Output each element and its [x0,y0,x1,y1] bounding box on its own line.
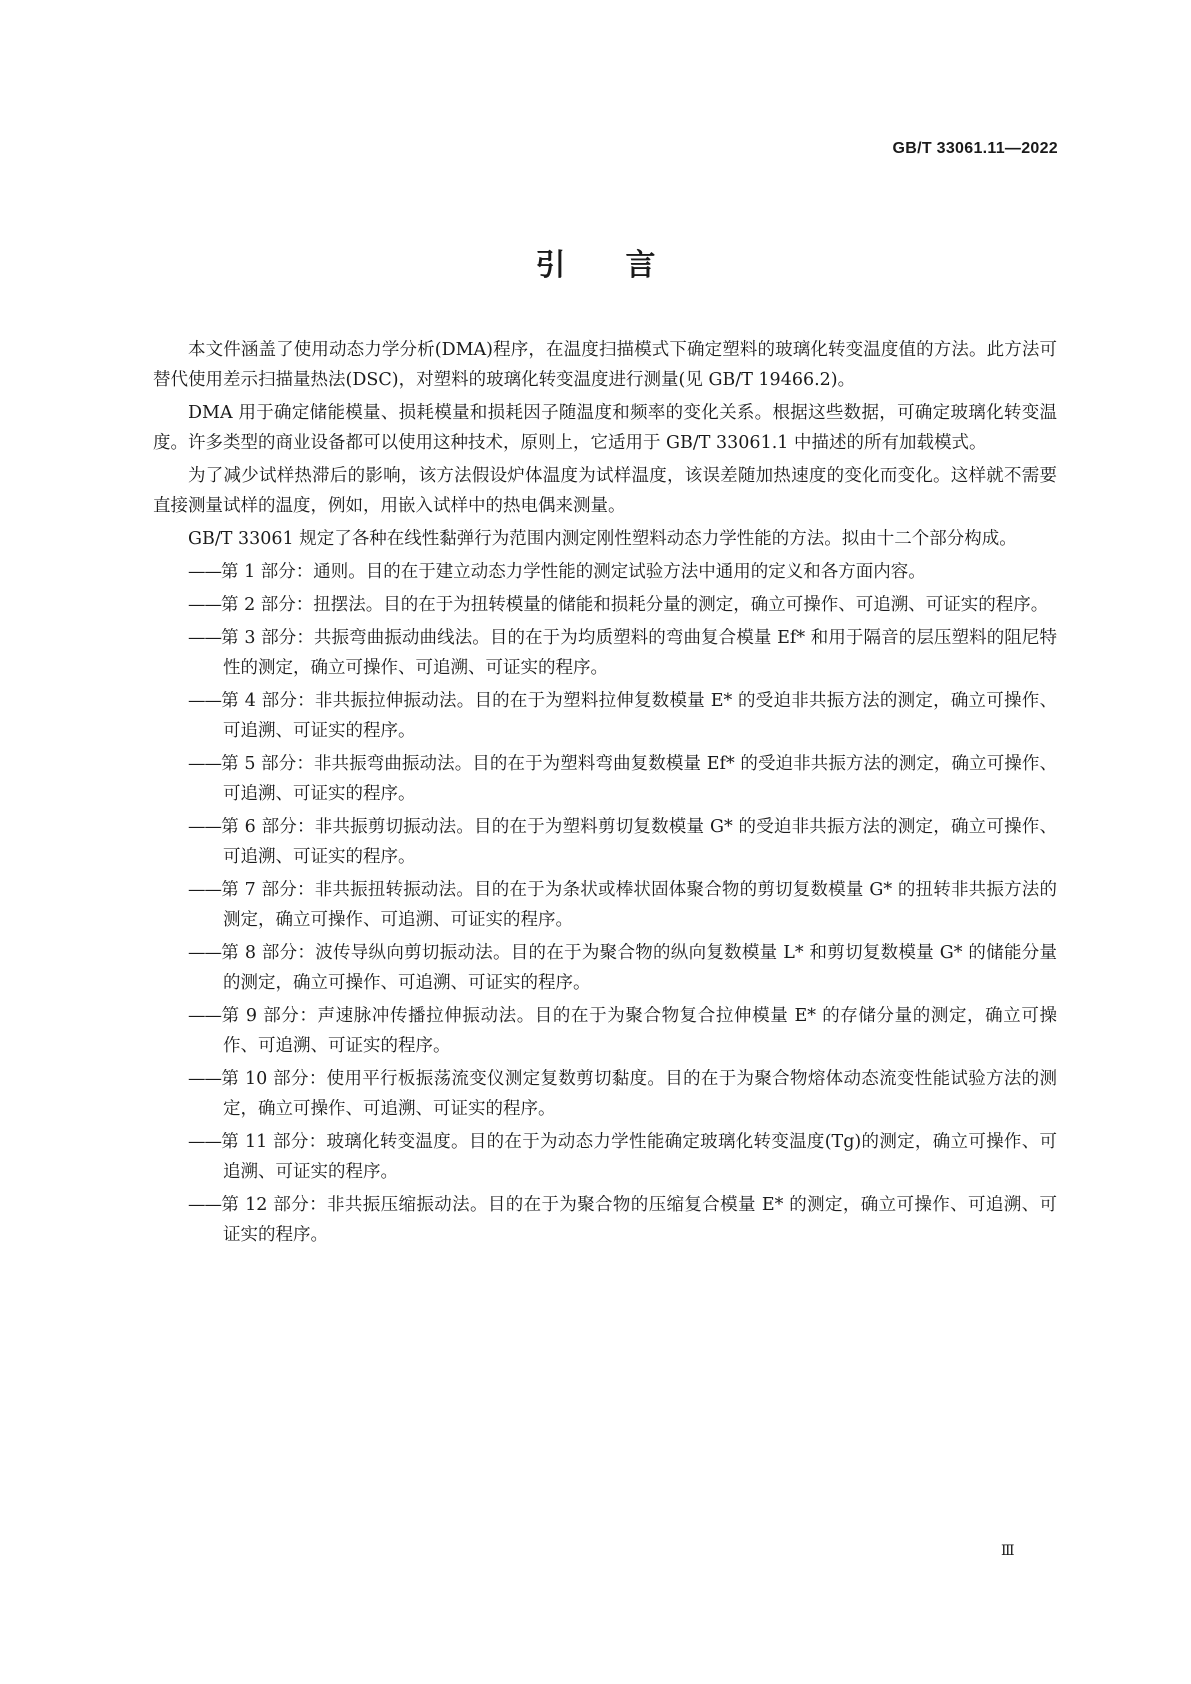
list-item-text: 第 5 部分：非共振弯曲振动法。目的在于为塑料弯曲复数模量 Ef* 的受迫非共振方法的测定，确立可操作、可追溯、可证实的程序。 [221,754,1057,804]
list-item-text: 第 8 部分：波传导纵向剪切振动法。目的在于为聚合物的纵向复数模量 L* 和剪切复数模量 G* 的储能分量的测定，确立可操作、可追溯、可证实的程序。 [221,943,1057,993]
list-item [153,686,1057,746]
main-content [153,335,1057,1253]
dash-marker: —— [188,1006,221,1026]
document-code: GB/T 33061.11—2022 [892,140,1058,157]
dash-marker: —— [188,595,221,615]
dash-marker: —— [188,1069,221,1089]
paragraph-parts-overview: GB/T 33061 规定了各种在线性黏弹行为范围内测定刚性塑料动态力学性能的方法。拟由十二个部分构成。 [188,529,1017,549]
dash-marker: —— [188,628,221,648]
list-item [153,557,1057,587]
paragraph-intro: 本文件涵盖了使用动态力学分析(DMA)程序，在温度扫描模式下确定塑料的玻璃化转变温度值的方法。此方法可替代使用差示扫描量热法(DSC)，对塑料的玻璃化转变温度进行测量(见 GB/T 19466.2)。 [153,340,1057,390]
page-title: 引言 [535,248,716,283]
list-item [153,812,1057,872]
list-item [153,1064,1057,1124]
paragraph-thermal-lag: 为了减少试样热滞后的影响，该方法假设炉体温度为试样温度，该误差随加热速度的变化而变化。这样就不需要直接测量试样的温度，例如，用嵌入试样中的热电偶来测量。 [153,466,1057,516]
list-item [153,1190,1057,1250]
dash-marker: —— [188,1132,221,1152]
list-item-text: 第 10 部分：使用平行板振荡流变仪测定复数剪切黏度。目的在于为聚合物熔体动态流变性能试验方法的测定，确立可操作、可追溯、可证实的程序。 [221,1069,1057,1119]
list-item-text: 第 4 部分：非共振拉伸振动法。目的在于为塑料拉伸复数模量 E* 的受迫非共振方法的测定，确立可操作、可追溯、可证实的程序。 [221,691,1057,741]
parts-list [153,557,1057,1250]
list-item [153,875,1057,935]
list-item [153,590,1057,620]
dash-marker: —— [188,1195,221,1215]
list-item [153,749,1057,809]
list-item-text: 第 11 部分：玻璃化转变温度。目的在于为动态力学性能确定玻璃化转变温度(Tg)的测定，确立可操作、可追溯、可证实的程序。 [221,1132,1057,1182]
dash-marker: —— [188,754,221,774]
page-number: Ⅲ [1000,1543,1015,1559]
paragraph-dma: DMA 用于确定储能模量、损耗模量和损耗因子随温度和频率的变化关系。根据这些数据，可确定玻璃化转变温度。许多类型的商业设备都可以使用这种技术，原则上，它适用于 GB/T 33061.1 中描述的所有加载模式。 [153,403,1057,453]
dash-marker: —— [188,562,221,582]
list-item-text: 第 3 部分：共振弯曲振动曲线法。目的在于为均质塑料的弯曲复合模量 Ef* 和用于隔音的层压塑料的阻尼特性的测定，确立可操作、可追溯、可证实的程序。 [221,628,1057,678]
list-item [153,938,1057,998]
dash-marker: —— [188,817,221,837]
list-item-text: 第 12 部分：非共振压缩振动法。目的在于为聚合物的压缩复合模量 E* 的测定，确立可操作、可追溯、可证实的程序。 [221,1195,1057,1245]
list-item [153,1001,1057,1061]
dash-marker: —— [188,880,221,900]
list-item-text: 第 2 部分：扭摆法。目的在于为扭转模量的储能和损耗分量的测定，确立可操作、可追溯、可证实的程序。 [221,595,1049,615]
list-item-text: 第 7 部分：非共振扭转振动法。目的在于为条状或棒状固体聚合物的剪切复数模量 G* 的扭转非共振方法的测定，确立可操作、可追溯、可证实的程序。 [221,880,1057,930]
dash-marker: —— [188,691,221,711]
list-item-text: 第 6 部分：非共振剪切振动法。目的在于为塑料剪切复数模量 G* 的受迫非共振方法的测定，确立可操作、可追溯、可证实的程序。 [221,817,1057,867]
dash-marker: —— [188,943,221,963]
list-item-text: 第 9 部分：声速脉冲传播拉伸振动法。目的在于为聚合物复合拉伸模量 E* 的存储分量的测定，确立可操作、可追溯、可证实的程序。 [221,1006,1057,1056]
list-item [153,623,1057,683]
list-item-text: 第 1 部分：通则。目的在于建立动态力学性能的测定试验方法中通用的定义和各方面内容。 [221,562,926,582]
list-item [153,1127,1057,1187]
